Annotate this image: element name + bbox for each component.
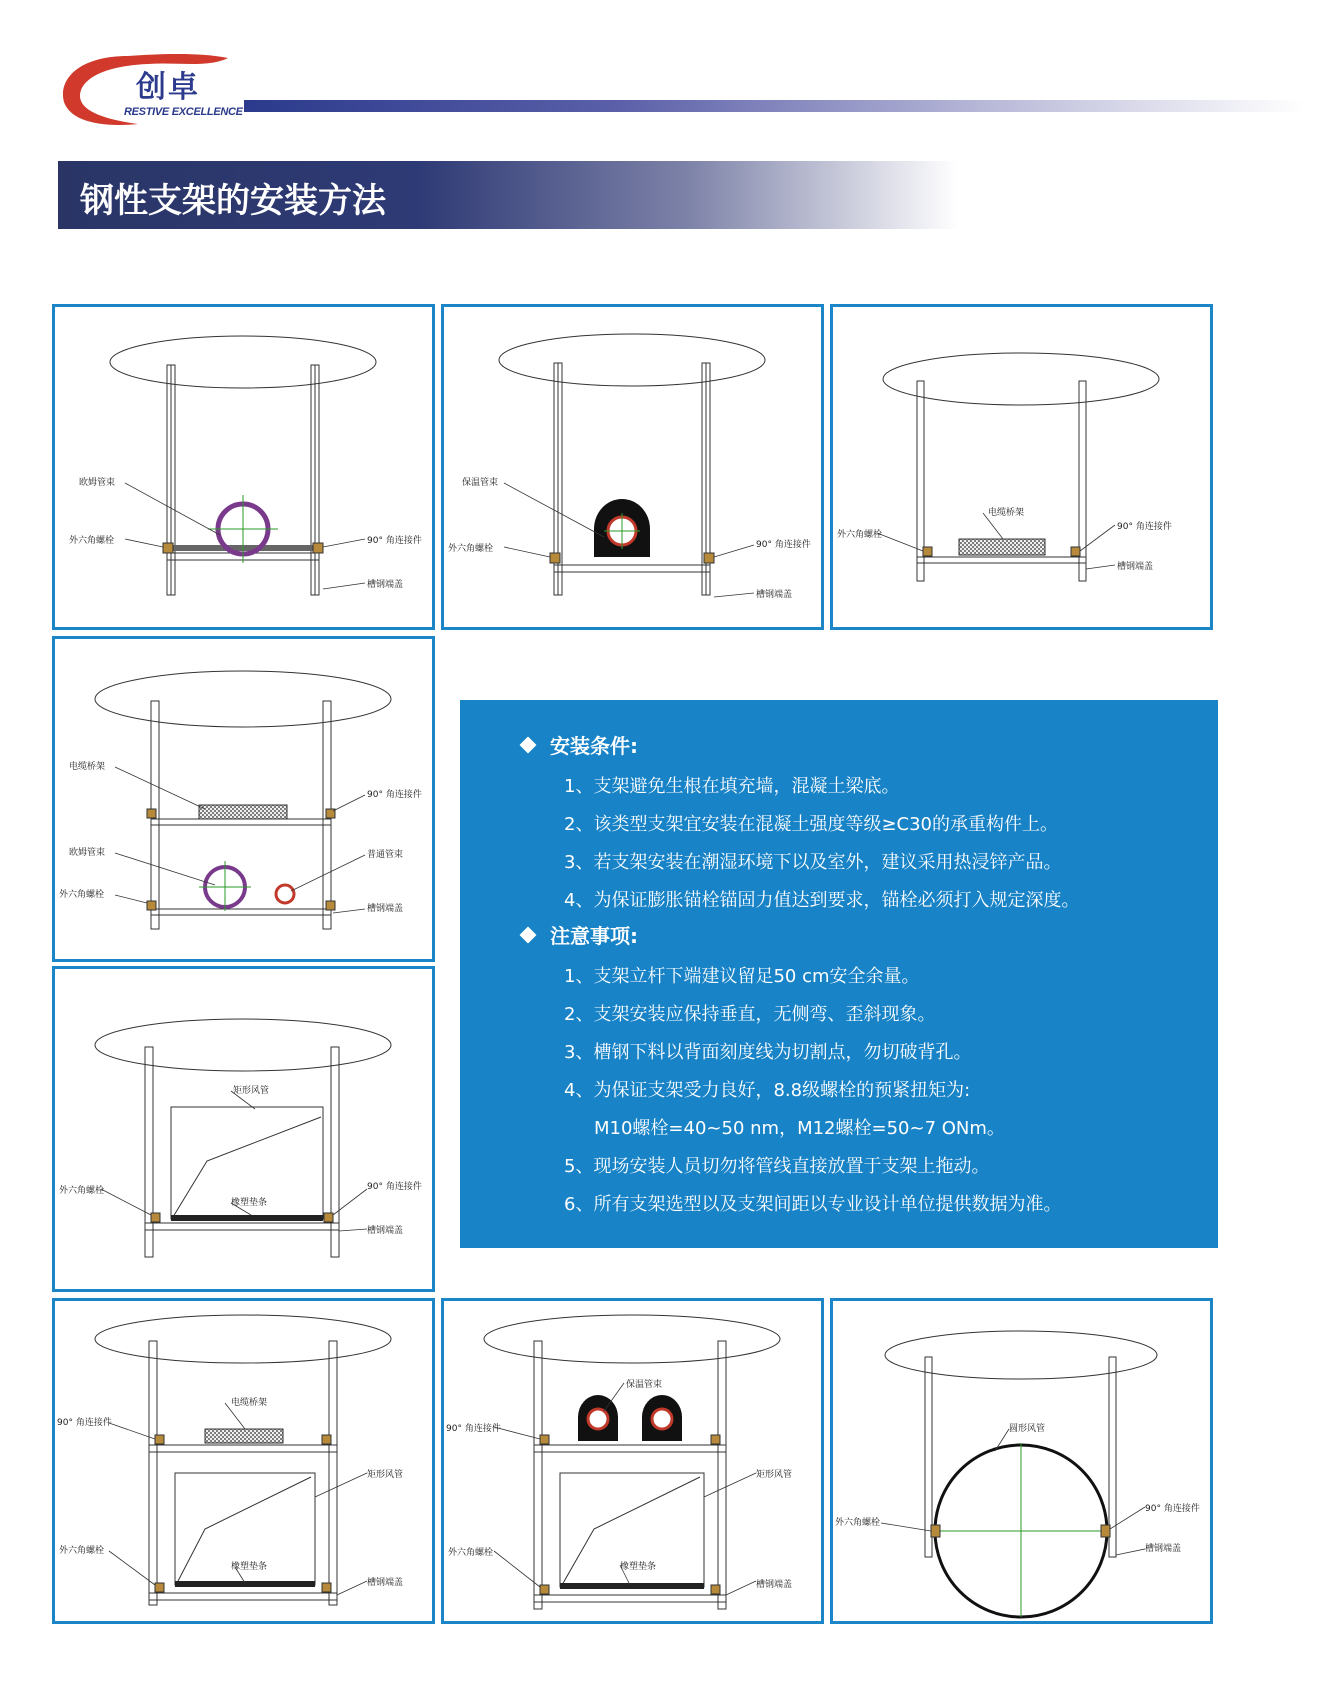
label-insulated-clamp: 保温管束 — [626, 1380, 663, 1390]
label-hex-bolt: 外六角螺栓 — [835, 1518, 881, 1528]
label-insulated-clamp: 保温管束 — [462, 478, 499, 488]
diagram-panel-insulated-clamp — [441, 304, 824, 630]
diagram-panel-rect-duct — [52, 966, 435, 1292]
label-ohm-clamp: 欧姆管束 — [69, 848, 106, 858]
label-rubber-strip: 橡塑垫条 — [231, 1562, 268, 1572]
label-angle-connector: 90° 角连接件 — [756, 540, 811, 550]
diagram-panel-clamps-over-duct — [441, 1298, 824, 1624]
diamond-bullet-icon — [520, 737, 537, 754]
label-angle-connector: 90° 角连接件 — [57, 1418, 112, 1428]
diagram-panel-ohm-clamp — [52, 304, 435, 630]
diagram-panel-cable-tray — [830, 304, 1213, 630]
note-item: 4、为保证支架受力良好，8.8级螺栓的预紧扭矩为: — [564, 1080, 971, 1101]
notes-title: 注意事项: — [550, 924, 638, 948]
note-item: 5、现场安装人员切勿将管线直接放置于支架上拖动。 — [564, 1156, 990, 1177]
label-cable-tray: 电缆桥架 — [69, 762, 106, 772]
label-angle-connector: 90° 角连接件 — [367, 536, 422, 546]
logo-tagline: RESTIVE EXCELLENCE — [124, 106, 243, 118]
label-angle-connector: 90° 角连接件 — [367, 790, 422, 800]
label-rubber-strip: 橡塑垫条 — [620, 1562, 657, 1572]
install-item: 2、该类型支架宜安装在混凝土强度等级≥C30的承重构件上。 — [564, 814, 1059, 835]
install-item: 3、若支架安装在潮湿环境下以及室外，建议采用热浸锌产品。 — [564, 852, 1062, 873]
label-channel-cap: 槽钢端盖 — [367, 1578, 404, 1588]
label-rect-duct: 矩形风管 — [756, 1470, 793, 1480]
label-channel-cap: 槽钢端盖 — [367, 904, 404, 914]
label-angle-connector: 90° 角连接件 — [446, 1424, 501, 1434]
note-item: 3、槽钢下料以背面刻度线为切割点，勿切破背孔。 — [564, 1042, 972, 1063]
install-conditions-title: 安装条件: — [550, 734, 638, 758]
install-item: 4、为保证膨胀锚栓锚固力值达到要求，锚栓必须打入规定深度。 — [564, 890, 1080, 911]
diagram-panel-tray-and-clamps — [52, 636, 435, 962]
note-item: 6、所有支架选型以及支架间距以专业设计单位提供数据为准。 — [564, 1194, 1062, 1215]
label-angle-connector: 90° 角连接件 — [1117, 522, 1172, 532]
label-hex-bolt: 外六角螺栓 — [448, 544, 494, 554]
label-hex-bolt: 外六角螺栓 — [59, 890, 105, 900]
support-diagram — [444, 1301, 821, 1621]
label-channel-cap: 槽钢端盖 — [756, 1580, 793, 1590]
support-diagram — [55, 1301, 432, 1621]
label-hex-bolt: 外六角螺栓 — [448, 1548, 494, 1558]
label-angle-connector: 90° 角连接件 — [1145, 1504, 1200, 1514]
note-item: M10螺栓=40~50 nm，M12螺栓=50~7 ONm。 — [594, 1118, 1005, 1139]
support-diagram — [55, 969, 432, 1289]
label-rect-duct: 矩形风管 — [367, 1470, 404, 1480]
diagram-panel-tray-over-duct — [52, 1298, 435, 1624]
label-cable-tray: 电缆桥架 — [231, 1398, 268, 1408]
support-diagram — [833, 1301, 1210, 1621]
info-box — [460, 700, 1218, 1248]
label-channel-cap: 槽钢端盖 — [367, 1226, 404, 1236]
install-conditions-heading — [522, 730, 638, 759]
label-channel-cap: 槽钢端盖 — [1145, 1544, 1182, 1554]
label-hex-bolt: 外六角螺栓 — [59, 1186, 105, 1196]
support-diagram — [833, 307, 1210, 627]
diamond-bullet-icon — [520, 927, 537, 944]
diagram-panel-round-duct — [830, 1298, 1213, 1624]
label-channel-cap: 槽钢端盖 — [1117, 562, 1154, 572]
page-title: 钢性支架的安装方法 — [80, 181, 386, 221]
label-hex-bolt: 外六角螺栓 — [59, 1546, 105, 1556]
logo — [58, 50, 248, 130]
label-round-duct: 圆形风管 — [1009, 1424, 1046, 1434]
note-item: 1、支架立杆下端建议留足50 cm安全余量。 — [564, 966, 920, 987]
logo-name: 创卓 — [136, 70, 200, 105]
header-gradient-bar — [244, 100, 1304, 112]
notes-heading — [522, 920, 638, 949]
install-item: 1、支架避免生根在填充墙，混凝土梁底。 — [564, 776, 900, 797]
label-rubber-strip: 橡塑垫条 — [231, 1198, 268, 1208]
label-channel-cap: 槽钢端盖 — [367, 580, 404, 590]
support-diagram — [444, 307, 821, 627]
label-standard-clamp: 普通管束 — [367, 850, 404, 860]
label-channel-cap: 槽钢端盖 — [756, 590, 793, 600]
label-cable-tray: 电缆桥架 — [988, 508, 1025, 518]
label-angle-connector: 90° 角连接件 — [367, 1182, 422, 1192]
title-banner — [58, 161, 958, 229]
label-rect-duct: 矩形风管 — [233, 1086, 270, 1096]
label-hex-bolt: 外六角螺栓 — [837, 530, 883, 540]
label-hex-bolt: 外六角螺栓 — [69, 536, 115, 546]
note-item: 2、支架安装应保持垂直，无侧弯、歪斜现象。 — [564, 1004, 936, 1025]
label-ohm-clamp: 欧姆管束 — [79, 478, 116, 488]
